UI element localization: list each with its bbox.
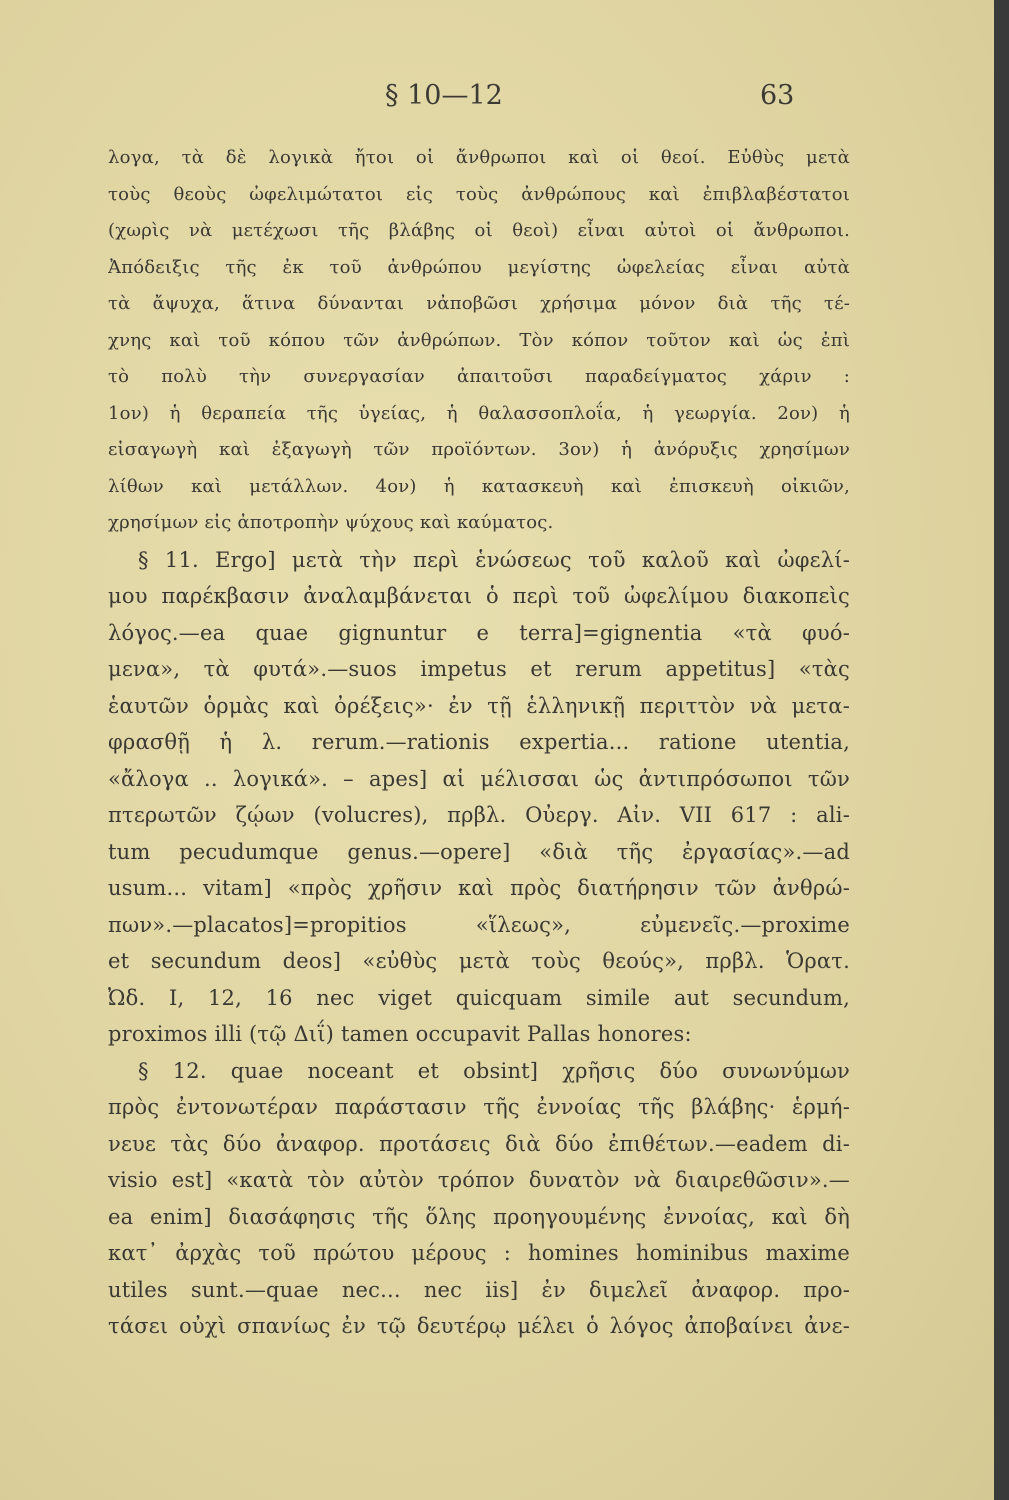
text-line: Ὠδ. I, 12, 16 nec viget quicquam simile aut secundum, xyxy=(108,985,850,1010)
text-line: φρασθῇ ἡ λ. rerum.—rationis expertia... ratione utentia, xyxy=(108,730,850,754)
text-line: usum... vitam] «πρὸς χρῆσιν καὶ πρὸς διατήρησιν τῶν ἀνθρώ- xyxy=(108,876,850,900)
text-line: χνης καὶ τοῦ κόπου τῶν ἀνθρώπων. Τὸν κόπον τοῦτον καὶ ὡς ἐπὶ xyxy=(108,329,850,351)
text-line: proximos illi (τῷ Διΐ) tamen occupavit Pallas honores: xyxy=(108,1022,692,1046)
text-line: πρὸς ἐντονωτέραν παράστασιν τῆς ἐννοίας τῆς βλάβης· ἑρμή- xyxy=(108,1095,850,1119)
text-line: τὰ ἄψυχα, ἅτινα δύνανται νἀποβῶσι χρήσιμα μόνον διὰ τῆς τέ- xyxy=(108,293,850,314)
page-number: 63 xyxy=(760,80,795,111)
text-line: λόγος.—ea quae gignuntur e terra]=gignentia «τὰ φυό- xyxy=(108,620,850,645)
text-line-paragraph-11: § 11. Ergo] μετὰ τὴν περὶ ἑνώσεως τοῦ καλοῦ καὶ ὠφελί- xyxy=(138,547,850,572)
text-line: τάσει οὐχὶ σπανίως ἐν τῷ δευτέρῳ μέλει ὁ λόγος ἀποβαίνει ἀνε- xyxy=(108,1314,850,1338)
text-line: λίθων καὶ μετάλλων. 4ον) ἡ κατασκευὴ καὶ ἐπισκευὴ οἰκιῶν, xyxy=(108,475,850,497)
text-line: πτερωτῶν ζῴων (volucres), πρβλ. Οὐεργ. Αἰν. VII 617 : ali- xyxy=(108,803,850,827)
text-line: χρησίμων εἰς ἀποτροπὴν ψύχους καὶ καύματος. xyxy=(108,512,554,533)
text-line: Ἀπόδειξις τῆς ἐκ τοῦ ἀνθρώπου μεγίστης ὠφελείας εἶναι αὐτὰ xyxy=(108,256,850,278)
text-line: tum pecudumque genus.—opere] «διὰ τῆς ἐργασίας».—ad xyxy=(108,839,850,864)
text-line: πων».—placatos]=propitios «ἵλεως», εὐμενεῖς.—proxime xyxy=(108,912,850,937)
commentary-text xyxy=(108,140,850,1345)
text-line: (χωρὶς νὰ μετέχωσι τῆς βλάβης οἱ θεοὶ) εἶναι αὐτοὶ οἱ ἄνθρωποι. xyxy=(108,220,850,241)
text-line: νευε τὰς δύο ἀναφορ. προτάσεις διὰ δύο ἐπιθέτων.—eadem di- xyxy=(108,1131,850,1156)
text-line: 1ον) ἡ θεραπεία τῆς ὑγείας, ἡ θαλασσοπλοΐα, ἡ γεωργία. 2ον) ἡ xyxy=(108,402,850,424)
text-line: εἰσαγωγὴ καὶ ἐξαγωγὴ τῶν προϊόντων. 3ον) ἡ ἀνόρυξις χρησίμων xyxy=(108,439,850,460)
text-line: λογα, τὰ δὲ λογικὰ ἤτοι οἱ ἄνθρωποι καὶ οἱ θεοί. Εὐθὺς μετὰ xyxy=(108,147,850,168)
text-line: utiles sunt.—quae nec... nec iis] ἐν διμελεῖ ἀναφορ. προ- xyxy=(108,1277,850,1302)
text-line: μου παρέκβασιν ἀναλαμβάνεται ὁ περὶ τοῦ ὠφελίμου διακοπεὶς xyxy=(108,584,850,608)
book-edge xyxy=(994,0,1009,1500)
text-line: visio est] «κατὰ τὸν αὐτὸν τρόπον δυνατὸν νὰ διαιρεθῶσιν».— xyxy=(108,1168,850,1192)
text-line: ea enim] διασάφησις τῆς ὅλης προηγουμένης ἐννοίας, καὶ δὴ xyxy=(108,1204,850,1229)
text-line-paragraph-12: § 12. quae noceant et obsint] χρῆσις δύο συνωνύμων xyxy=(138,1058,850,1083)
text-line: «ἄλογα .. λογικά». – apes] αἱ μέλισσαι ὡς ἀντιπρόσωποι τῶν xyxy=(108,766,850,791)
text-line: τοὺς θεοὺς ὠφελιμώτατοι εἰς τοὺς ἀνθρώπους καὶ ἐπιβλαβέστατοι xyxy=(108,183,850,205)
text-line: μενα», τὰ φυτά».—suos impetus et rerum appetitus] «τὰς xyxy=(108,657,850,681)
text-line: κατ᾽ ἀρχὰς τοῦ πρώτου μέρους : homines hominibus maxime xyxy=(108,1241,850,1265)
running-head xyxy=(0,80,994,120)
section-reference: § 10—12 xyxy=(385,80,503,111)
text-line: et secundum deos] «εὐθὺς μετὰ τοὺς θεούς», πρβλ. Ὁρατ. xyxy=(108,949,850,973)
text-line: ἑαυτῶν ὁρμὰς καὶ ὀρέξεις»· ἐν τῇ ἑλληνικῇ περιττὸν νὰ μετα- xyxy=(108,693,850,718)
text-line: τὸ πολὺ τὴν συνεργασίαν ἀπαιτοῦσι παραδείγματος χάριν : xyxy=(108,366,850,387)
